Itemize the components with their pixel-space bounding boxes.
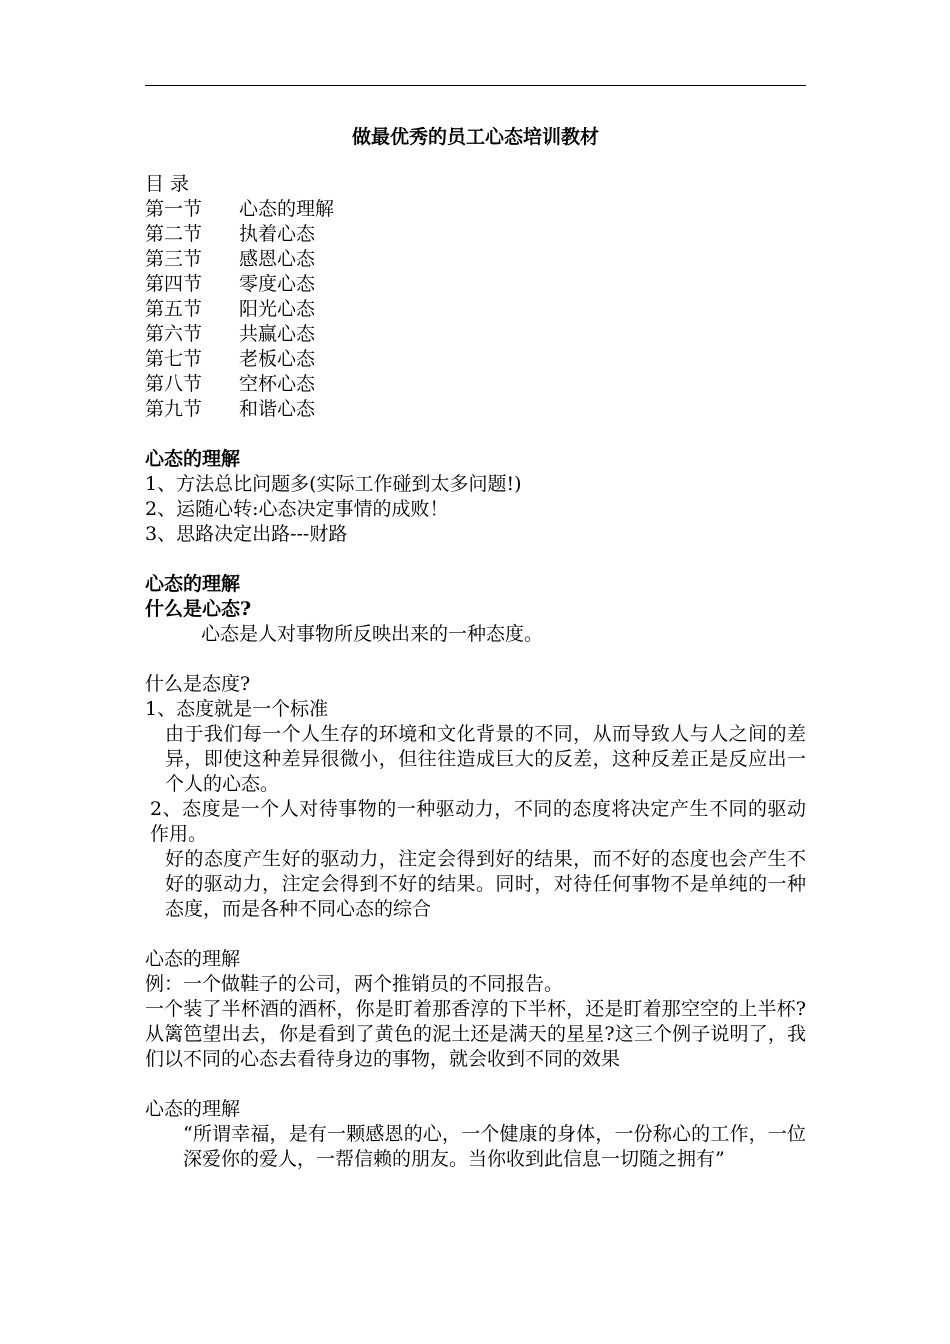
list-item: 1、方法总比问题多(实际工作碰到太多问题!) (145, 473, 522, 495)
toc-heading: 目 录 (145, 173, 190, 195)
toc-item: 第三节 感恩心态 (145, 248, 316, 270)
paragraph: 好的态度产生好的驱动力，注定会得到好的结果，而不好的态度也会产生不好的驱动力，注定会得到不好的结果。同时，对待任何事物不是单纯的一种态度，而是各种不同心态的综合 (165, 848, 806, 920)
spacer (145, 422, 806, 447)
toc-item: 第七节 老板心态 (145, 348, 316, 370)
spacer (145, 647, 806, 672)
paragraph: 一个装了半杯酒的酒杯，你是盯着那香淳的下半杯，还是盯着那空空的上半杯?从篱笆望出去，你是看到了黄色的泥土还是满天的星星?这三个例子说明了，我们以不同的心态去看待身边的事物，就会收到不同的效果 (145, 998, 806, 1070)
section-heading: 心态的理解 (145, 1098, 241, 1120)
spacer (145, 922, 806, 947)
document-body (145, 172, 806, 1172)
section-subheading: 什么是心态? (145, 598, 252, 620)
toc-item: 第二节 执着心态 (145, 223, 316, 245)
example-text: 例：一个做鞋子的公司，两个推销员的不同报告。 (145, 973, 564, 995)
paragraph: 由于我们每一个人生存的环境和文化背景的不同，从而导致人与人之间的差异，即使这种差异很微小，但往往造成巨大的反差，这种反差正是反应出一个人的心态。 (165, 723, 806, 795)
toc-item: 第五节 阳光心态 (145, 298, 316, 320)
point-text: 2、态度是一个人对待事物的一种驱动力，不同的态度将决定产生不同的驱动作用。 (150, 798, 806, 845)
toc-item: 第八节 空杯心态 (145, 373, 316, 395)
spacer (145, 547, 806, 572)
section-heading: 心态的理解 (145, 948, 241, 970)
list-item: 2、运随心转:心态决定事情的成败！ (145, 498, 449, 520)
list-item: 3、思路决定出路---财路 (145, 523, 348, 545)
spacer (145, 1072, 806, 1097)
section-heading: 心态的理解 (145, 573, 241, 595)
section-heading: 心态的理解 (145, 448, 241, 470)
toc-item: 第六节 共赢心态 (145, 323, 316, 345)
quote-paragraph: “所谓幸福，是有一颗感恩的心，一个健康的身体，一份称心的工作，一位深爱你的爱人，一帮信赖的朋友。当你收到此信息一切随之拥有” (183, 1123, 806, 1170)
header-rule (145, 85, 806, 86)
toc-item: 第一节 心态的理解 (145, 198, 335, 220)
point-text: 1、态度就是一个标准 (145, 698, 329, 720)
document-title: 做最优秀的员工心态培训教材 (351, 126, 599, 148)
toc-item: 第四节 零度心态 (145, 273, 316, 295)
toc-item: 第九节 和谐心态 (145, 398, 316, 420)
toc-list (145, 197, 806, 422)
definition-text: 心态是人对事物所反映出来的一种态度。 (201, 623, 544, 645)
question-text: 什么是态度? (145, 673, 251, 695)
